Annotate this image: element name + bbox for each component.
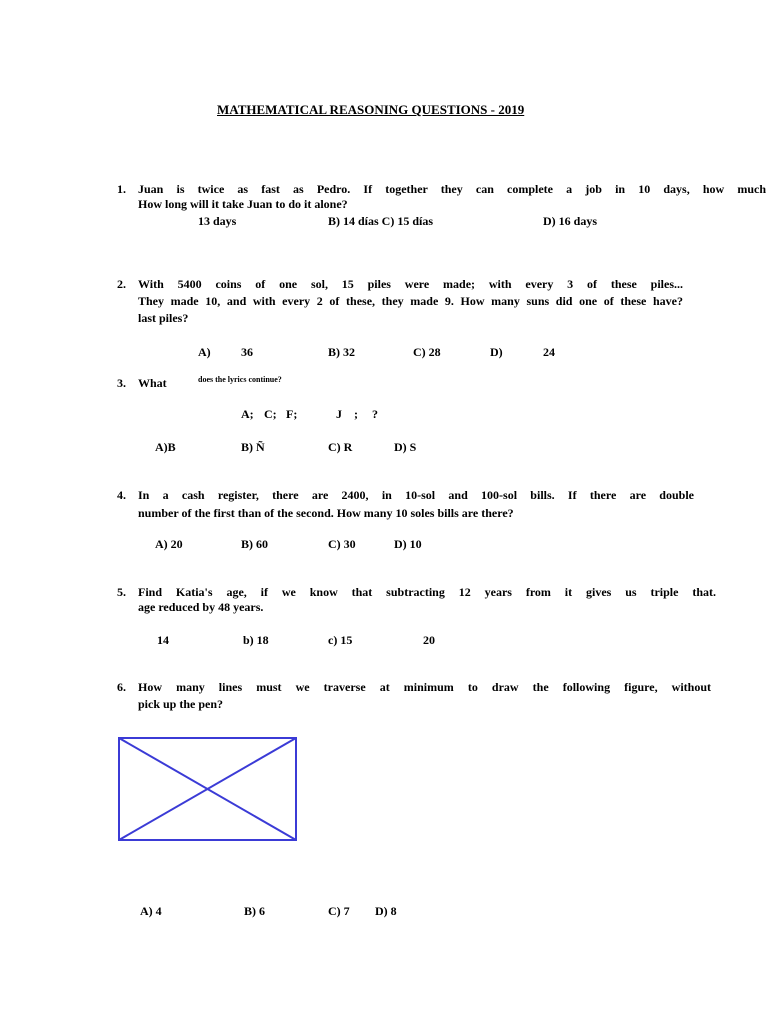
q4-option: D) 10: [394, 537, 422, 551]
q4-line1: In a cash register, there are 2400, in 10-sol and 100-sol bills. If there are double: [138, 488, 694, 502]
q5-option: c) 15: [328, 633, 353, 647]
q3-option: A)B: [155, 440, 176, 454]
q5-option: b) 18: [243, 633, 269, 647]
q6-line2: pick up the pen?: [138, 697, 224, 711]
q1-line1: Juan is twice as fast as Pedro. If together they can complete a job in 10 days, how much: [138, 182, 766, 196]
q6-option: B) 6: [244, 904, 265, 918]
q3-sequence-item: A;: [241, 407, 254, 421]
q6-option: D) 8: [375, 904, 397, 918]
q3-sequence-item: ?: [372, 407, 378, 421]
q2-number: 2.: [117, 277, 126, 291]
q5-option: 14: [157, 633, 169, 647]
q2-option: 36: [241, 345, 253, 359]
q1-option: 13 days: [198, 214, 237, 228]
q3-option: C) R: [328, 440, 353, 454]
q1-option: D) 16 days: [543, 214, 598, 228]
q3-small-text: does the lyrics continue?: [198, 375, 282, 384]
q5-line1: Find Katia's age, if we know that subtracting 12 years from it gives us triple that.: [138, 585, 716, 599]
q2-option: D): [490, 345, 503, 359]
rectangle-with-diagonals-figure: [117, 736, 299, 843]
q2-line3: last piles?: [138, 311, 189, 325]
q2-line2: They made 10, and with every 2 of these, they made 9. How many suns did one of these have?: [138, 294, 683, 308]
q6-option: C) 7: [328, 904, 350, 918]
q4-option: B) 60: [241, 537, 268, 551]
q2-option: C) 28: [413, 345, 441, 359]
q3-number: 3.: [117, 376, 126, 390]
q6-option: A) 4: [140, 904, 162, 918]
q5-number: 5.: [117, 585, 126, 599]
q4-option: C) 30: [328, 537, 356, 551]
q3-sequence-item: J: [336, 407, 342, 421]
q6-line1: How many lines must we traverse at minimum to draw the following figure, without: [138, 680, 711, 694]
q2-line1: With 5400 coins of one sol, 15 piles were made; with every 3 of these piles...: [138, 277, 683, 291]
q1-number: 1.: [117, 182, 126, 196]
q2-option: B) 32: [328, 345, 355, 359]
q1-option: B) 14 días C) 15 días: [328, 214, 434, 228]
q3-option: D) S: [394, 440, 417, 454]
q4-line2: number of the first than of the second. How many 10 soles bills are there?: [138, 506, 514, 520]
q3-word: What: [138, 376, 167, 390]
q4-number: 4.: [117, 488, 126, 502]
q3-sequence-item: F;: [286, 407, 298, 421]
q2-option: A): [198, 345, 211, 359]
page-title: MATHEMATICAL REASONING QUESTIONS - 2019: [217, 102, 525, 117]
q6-number: 6.: [117, 680, 126, 694]
q2-option: 24: [543, 345, 555, 359]
q4-option: A) 20: [155, 537, 183, 551]
q3-option: B) Ñ: [241, 440, 265, 454]
q1-line2: How long will it take Juan to do it alone?: [138, 197, 348, 211]
q5-option: 20: [423, 633, 435, 647]
q5-line2: age reduced by 48 years.: [138, 600, 264, 614]
q3-sequence-item: ;: [354, 407, 358, 421]
q3-sequence-item: C;: [264, 407, 277, 421]
